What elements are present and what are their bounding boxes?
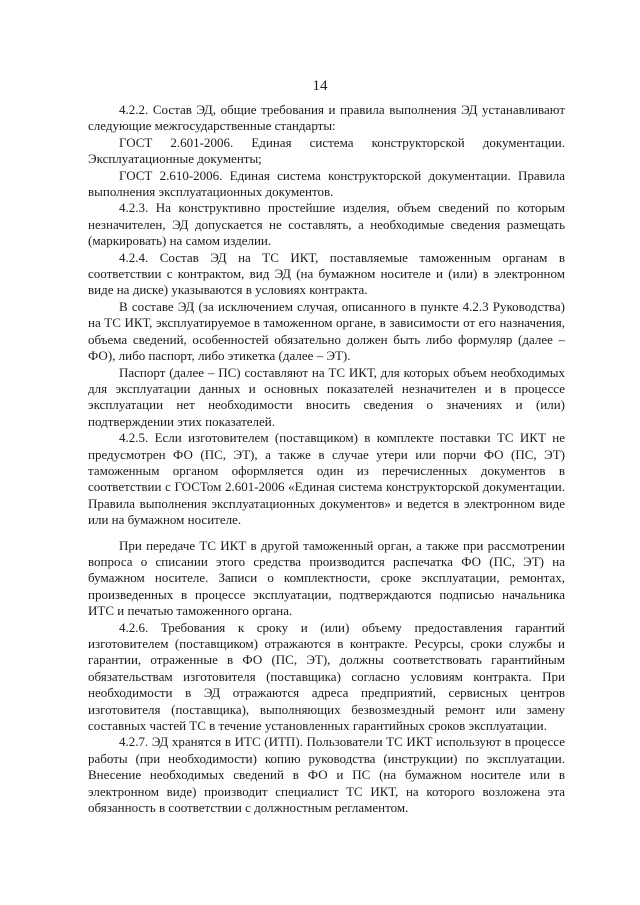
- paragraph-4-2-3: 4.2.3. На конструктивно простейшие изделия, объем сведений по которым незначителен, ЭД допускается не составлять, а необходимые сведения размещать (маркировать) на самом изделии.: [88, 200, 565, 249]
- paragraph-4-2-7: 4.2.7. ЭД хранятся в ИТС (ИТП). Пользователи ТС ИКТ используют в процессе работы (при необходимости) копию руководства (инструкции) по эксплуатации. Внесение необходимых сведений в ФО и ПС (на бумажном носителе или в электронном виде) производит специалист ТС ИКТ, на которого возложена эта обязанность в соответствии с должностным регламентом.: [88, 734, 565, 816]
- paragraph-transfer: При передаче ТС ИКТ в другой таможенный орган, а также при рассмотрении вопроса о списании этого средства производится распечатка ФО (ПС, ЭТ) на бумажном носителе. Записи о комплектности, сроке эксплуатации, ремонтах, произведенных в процессе эксплуатации, подтверждаются подписью начальника ИТС и печатью таможенного органа.: [88, 537, 565, 619]
- paragraph-4-2-2: 4.2.2. Состав ЭД, общие требования и правила выполнения ЭД устанавливают следующие межгосударственные стандарты:: [88, 102, 565, 134]
- page-number: 14: [312, 78, 328, 94]
- document-body: [88, 102, 565, 816]
- paragraph-ed-composition: В составе ЭД (за исключением случая, описанного в пункте 4.2.3 Руководства) на ТС ИКТ, эксплуатируемое в таможенном органе, в зависимости от его назначения, объема сведений, особенностей обязательно должен быть либо формуляр (далее – ФО), либо паспорт, либо этикетка (далее – ЭТ).: [88, 298, 565, 364]
- paragraph-4-2-4: 4.2.4. Состав ЭД на ТС ИКТ, поставляемые таможенным органам в соответствии с контрактом, вид ЭД (на бумажном носителе и (или) в электронном виде на диске) указываются в условиях контракта.: [88, 249, 565, 298]
- paragraph-gost-2-601: ГОСТ 2.601-2006. Единая система конструкторской документации. Эксплуатационные документы;: [88, 134, 565, 167]
- paragraph-passport: Паспорт (далее – ПС) составляют на ТС ИКТ, для которых объем необходимых для эксплуатации данных и основных показателей незначителен и в процессе эксплуатации нет необходимости вносить сведения о значениях и (или) подтверждении этих показателей.: [88, 364, 565, 429]
- paragraph-4-2-5: 4.2.5. Если изготовителем (поставщиком) в комплекте поставки ТС ИКТ не предусмотрен ФО (ПС, ЭТ), а также в случае утери или порчи ФО (ПС, ЭТ) таможенным органом оформляется один из перечисленных документов в соответствии с ГОСТом 2.601-2006 «Единая система конструкторской документации. Правила выполнения эксплуатационных документов» и ведется в электронном виде или на бумажном носителе.: [88, 430, 565, 528]
- paragraph-gost-2-610: ГОСТ 2.610-2006. Единая система конструкторской документации. Правила выполнения эксплуатационных документов.: [88, 167, 565, 200]
- paragraph-4-2-6: 4.2.6. Требования к сроку и (или) объему предоставления гарантий изготовителем (поставщиком) отражаются в контракте. Ресурсы, сроки службы и гарантии, отраженные в ФО (ПС, ЭТ), должны соответствовать гарантийным обязательствам изготовителя (поставщика) согласно условиям контракта. При необходимости в ЭД отражаются адреса предприятий, сервисных центров изготовителя (поставщика), выполняющих безвозмездный ремонт или замену составных частей ТС в течение установленных гарантийных сроков эксплуатации.: [88, 619, 565, 734]
